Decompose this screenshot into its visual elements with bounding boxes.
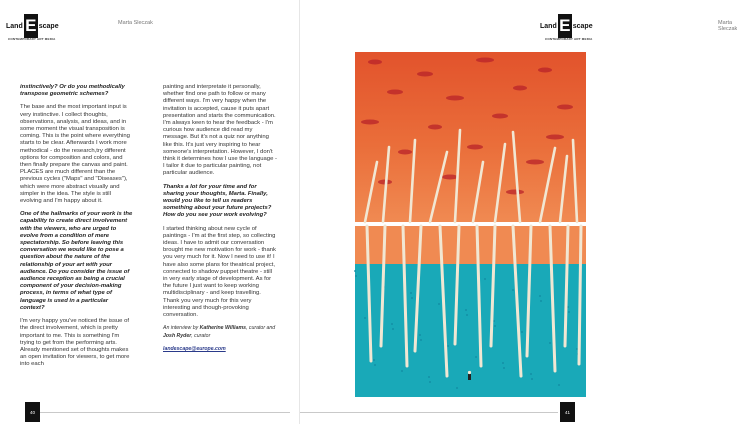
logo-word-scape: scape [38, 22, 59, 30]
sea-dot [419, 334, 421, 336]
cloud-mark [546, 135, 564, 140]
sea-dot [540, 300, 542, 302]
sea-dot [428, 376, 430, 378]
cloud-mark [368, 60, 382, 65]
credit-and: and [266, 325, 276, 332]
sea-dot [512, 289, 514, 291]
painting-teal-sea [355, 226, 586, 397]
sea-dot [494, 325, 496, 327]
sea-dot [475, 356, 477, 358]
brand-tagline: CONTEMPORARY ART MEDIA [8, 37, 56, 41]
pole [579, 226, 581, 364]
painting-teal-sea-artwork [355, 226, 586, 397]
sea-dot [373, 359, 375, 361]
sea-dot [410, 292, 412, 294]
sea-dot [539, 295, 541, 297]
logo-word-land: Land [6, 22, 23, 30]
painting-red-sky-artwork [355, 52, 586, 222]
sea-dot [456, 387, 458, 389]
sea-dot [576, 348, 578, 350]
interview-credit [163, 325, 278, 339]
logo-letter-e: E [24, 14, 38, 38]
sea-dot [391, 323, 393, 325]
sea-dot [374, 364, 376, 366]
sea-dot [484, 278, 486, 280]
sea-dot [530, 373, 532, 375]
answer-text: I'm very happy you've noticed the issue of the direct involvement, which is pretty important to me. This is something I'm trying to get from the performing arts. Already mentioned set of thoughts makes an open invitation for viewers, to get more into each [20, 318, 130, 368]
logo-word-land: Land [540, 22, 557, 30]
sea-dot [521, 331, 523, 333]
sea-dot [420, 339, 422, 341]
cloud-mark [387, 90, 403, 95]
sea-dot [429, 381, 431, 383]
footer-rule [40, 412, 290, 413]
credit-prefix: An interview by [163, 325, 199, 332]
cloud-mark [361, 120, 379, 125]
artist-name: Marta Sleczak [718, 20, 737, 32]
cloud-mark [417, 72, 433, 77]
answer-text: The base and the most important input is very instinctive. I collect thoughts, observations, analysis, and ideas, and in some moment the visual transposition is coming. This is the point where everything starts to be clear. Afterwards I work more methodical - do the research,try different options for composition and colors, and then finally prepare the canvas and paint. PLACES are much different than the previous cycles ("Maps" and "Diseases"), which were more abstract visually and simpler in the idea. The style is still evolving and I'm happy about it. [20, 104, 130, 205]
article-column-1 [20, 84, 133, 375]
cloud-mark [428, 125, 442, 130]
question-text: instinctively? Or do you methodically transpose geometric schemes? [20, 84, 125, 98]
sea-dot [466, 314, 468, 316]
sea-dot [364, 317, 366, 319]
sea-dot [354, 270, 356, 272]
question-text: One of the hallmarks of your work is the capability to create direct involvement with the viewers, who are urged to evolve from a condition of mere spectatorship. So before leaving this conversation we would like to pose a question about the nature of the relationship of your art with your audience. Do you consider the issue of audience reception as being a crucial component of your decision-making process, in terms of what type of language is used in a particular context? [20, 211, 133, 311]
cloud-mark [467, 145, 483, 150]
page-number: 40 [25, 402, 40, 422]
sea-dot [549, 342, 551, 344]
credit-name-1: Katherine Williams [199, 325, 247, 332]
credit-role-1: , curator [246, 325, 266, 332]
cloud-mark [398, 150, 412, 155]
left-page [0, 0, 300, 424]
artist-name: Marta Sleczak [118, 20, 153, 26]
article-column-2 [163, 84, 278, 353]
cloud-mark [557, 105, 573, 110]
logo-letter-e: E [558, 14, 572, 38]
credit-name-2: Josh Ryder [163, 332, 192, 339]
brand-logo[interactable] [6, 14, 59, 38]
email-link[interactable]: landescape@europe.com [163, 345, 226, 352]
sea-dot [558, 384, 560, 386]
answer-text: I started thinking about new cycle of paintings - I'm at the first step, so collecting ideas. I have to admit our conversation brought me new motivation for work - thank you very much for it. Now I need to use it! I have also some plans for theatrical project, connected to shadow puppet theatre - still in very early stage of development. As for the future I just want to keep working multidisciplinary - and keep travelling. Thank you very much for this very interesting and though-provoking conversation. [163, 225, 276, 319]
sea-dot [568, 311, 570, 313]
cloud-mark [513, 86, 527, 91]
cloud-mark [442, 175, 458, 180]
question-text: Thanks a lot for your time and for sharing your thoughts, Marta. Finally, would you like to tell us readers something about your future projects? How do you see your work evolving? [163, 183, 272, 219]
sea-dot [503, 367, 505, 369]
sea-dot [392, 328, 394, 330]
page-number: 41 [560, 402, 575, 422]
cloud-mark [476, 58, 494, 63]
cloud-mark [492, 114, 508, 119]
sea-dot [447, 345, 449, 347]
cloud-mark [526, 160, 544, 165]
footer-rule [300, 412, 558, 413]
credit-role-2: , curator [191, 332, 211, 339]
cloud-mark [538, 68, 552, 73]
brand-logo[interactable] [540, 14, 593, 38]
sea-dot [465, 309, 467, 311]
cloud-mark [446, 96, 464, 101]
painting-red-sky [355, 52, 586, 222]
cloud-mark [506, 190, 524, 195]
sea-dot [502, 362, 504, 364]
answer-text: painting and interpretate it personally, whether find one path to follow or many different ways. I'm very happy when the invitation is accepted, cause it puts apart presentation and starts the communication. I'm always keen to hear the feedback - I'm curious how audience did read my message. But it's not a quiz nor anything like this. It's just very inspiring to hear someone's interpretation. However, I don't think it determines how I use the language - I tailor it due to particular painting, not particular audience. [163, 84, 277, 177]
small-figure [468, 371, 471, 380]
sea-dot [531, 378, 533, 380]
sea-dot [355, 275, 357, 277]
brand-tagline: CONTEMPORARY ART MEDIA [545, 37, 593, 41]
sea-dot [401, 370, 403, 372]
sea-dot [411, 297, 413, 299]
sea-dot [438, 303, 440, 305]
logo-word-scape: scape [572, 22, 593, 30]
